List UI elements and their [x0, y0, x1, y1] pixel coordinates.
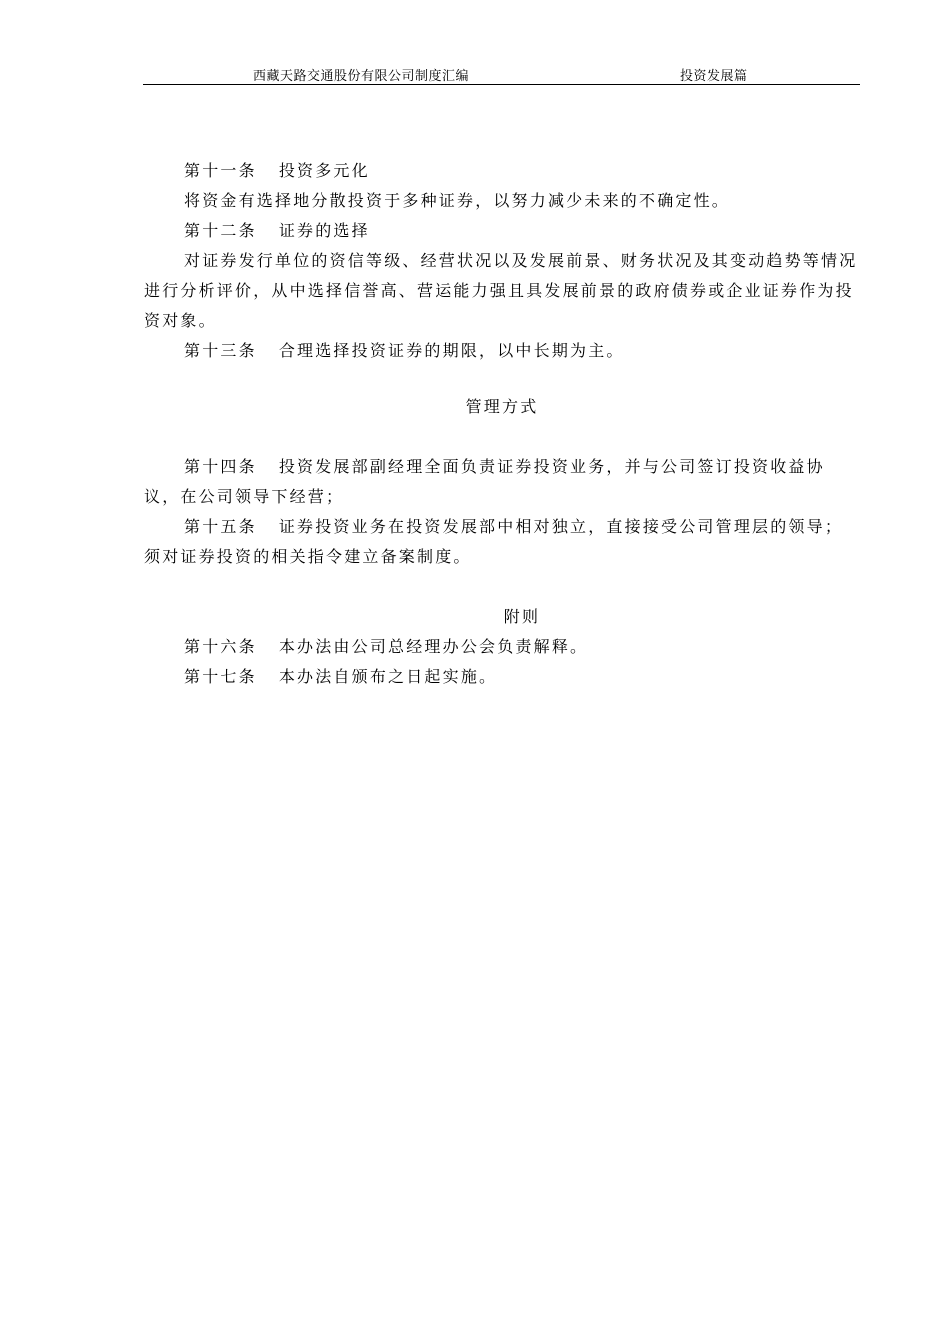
article-16: 第十六条 本办法由公司总经理办公会负责解释。: [184, 637, 589, 656]
header-section-title: 投资发展篇: [680, 69, 748, 84]
article-15: 第十五条 证券投资业务在投资发展部中相对独立，直接接受公司管理层的领导；须对证券投资的相关指令建立备案制度。: [144, 517, 844, 566]
article-17: 第十七条 本办法自颁布之日起实施。: [184, 667, 498, 686]
page-header: [143, 62, 860, 85]
section-heading-management: 管理方式: [465, 397, 539, 416]
article-12-body: 对证券发行单位的资信等级、经营状况以及发展前景、财务状况及其变动趋势等情况进行分析评价，从中选择信誉高、营运能力强且具发展前景的政府债券或企业证券作为投资对象。: [144, 251, 858, 330]
article-13: 第十三条 合理选择投资证券的期限，以中长期为主。: [184, 341, 625, 360]
article-14: 第十四条 投资发展部副经理全面负责证券投资业务，并与公司签订投资收益协议，在公司领导下经营；: [144, 457, 825, 506]
section-heading-supplementary: 附则: [503, 607, 541, 626]
article-12-heading: 第十二条 证券的选择: [184, 221, 370, 240]
article-11-body: 将资金有选择地分散投资于多种证券，以努力减少未来的不确定性。: [184, 191, 731, 210]
header-company-title: 西藏天路交通股份有限公司制度汇编: [253, 69, 470, 84]
document-body: [144, 156, 860, 692]
article-11-heading: 第十一条 投资多元化: [184, 161, 370, 180]
